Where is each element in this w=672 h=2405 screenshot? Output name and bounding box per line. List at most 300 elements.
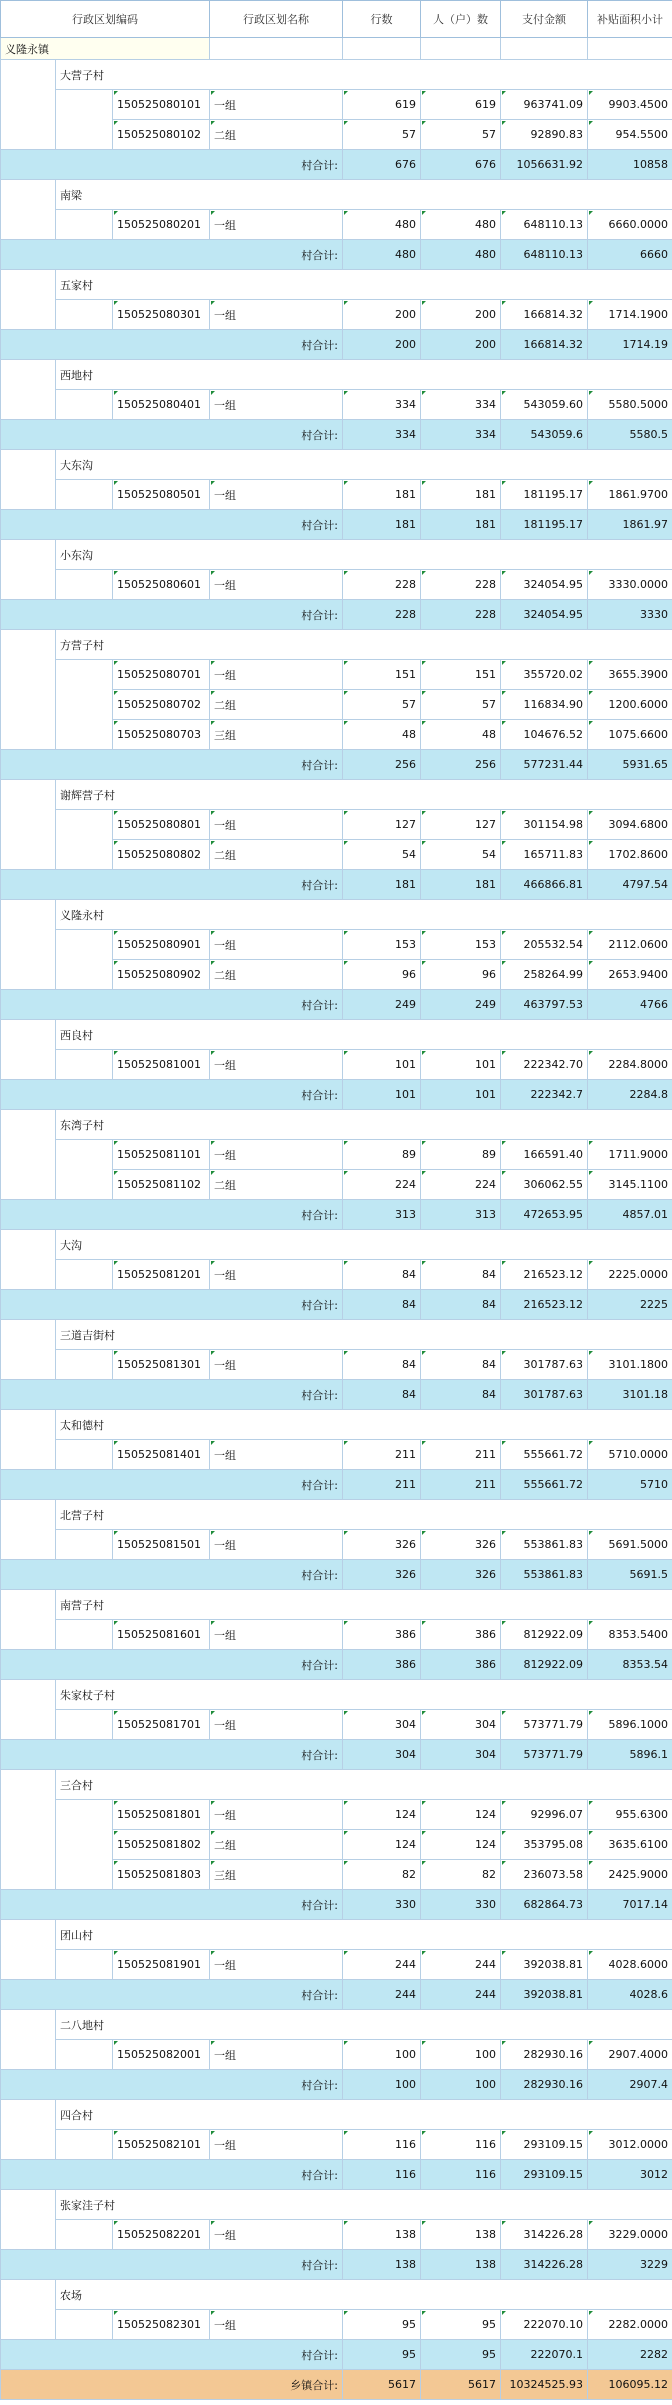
- header-rows: 行数: [343, 1, 421, 38]
- area-cell: 3635.6100: [588, 1830, 672, 1860]
- group-cell: 一组: [210, 2220, 343, 2250]
- subtotal-row: [1, 2070, 672, 2100]
- rows-cell: 127: [343, 810, 421, 840]
- group-cell: 一组: [210, 1710, 343, 1740]
- village-name: 北营子村: [56, 1500, 672, 1530]
- code-cell: 150525080901: [113, 930, 210, 960]
- area-cell: 3145.1100: [588, 1170, 672, 1200]
- subtotal-label: 村合计:: [1, 870, 343, 900]
- area-cell: 954.5500: [588, 120, 672, 150]
- people-cell: 334: [421, 390, 501, 420]
- group-cell: 一组: [210, 1440, 343, 1470]
- subtotal-people: 100: [421, 2070, 501, 2100]
- table-row: [1, 1440, 672, 1470]
- rows-cell: 96: [343, 960, 421, 990]
- grand-total-amount: 10324525.93: [501, 2370, 588, 2400]
- subtotal-label: 村合计:: [1, 1380, 343, 1410]
- group-cell: 三组: [210, 720, 343, 750]
- people-cell: 151: [421, 660, 501, 690]
- amount-cell: 222070.10: [501, 2310, 588, 2340]
- people-cell: 84: [421, 1260, 501, 1290]
- subtotal-label: 村合计:: [1, 240, 343, 270]
- amount-cell: 166591.40: [501, 1140, 588, 1170]
- area-cell: 9903.4500: [588, 90, 672, 120]
- village-name: 四合村: [56, 2100, 672, 2130]
- village-name: 谢辉营子村: [56, 780, 672, 810]
- code-cell: 150525081801: [113, 1800, 210, 1830]
- people-cell: 89: [421, 1140, 501, 1170]
- rows-cell: 619: [343, 90, 421, 120]
- subtotal-rows: 244: [343, 1980, 421, 2010]
- table-row: [1, 2130, 672, 2160]
- table-row: [1, 210, 672, 240]
- header-name: 行政区划名称: [210, 1, 343, 38]
- town-row: [1, 38, 672, 60]
- subtotal-amount: 314226.28: [501, 2250, 588, 2280]
- people-cell: 619: [421, 90, 501, 120]
- table-row: [1, 930, 672, 960]
- village-row: [1, 1020, 672, 1050]
- amount-cell: 293109.15: [501, 2130, 588, 2160]
- table-row: [1, 570, 672, 600]
- grand-total-row: [1, 2370, 672, 2400]
- table-row: [1, 480, 672, 510]
- code-cell: 150525080703: [113, 720, 210, 750]
- subtotal-area: 2282: [588, 2340, 672, 2370]
- code-cell: 150525081301: [113, 1350, 210, 1380]
- subtotal-label: 村合计:: [1, 1890, 343, 1920]
- code-cell: 150525082001: [113, 2040, 210, 2070]
- subtotal-row: [1, 2340, 672, 2370]
- rows-cell: 101: [343, 1050, 421, 1080]
- group-cell: 一组: [210, 1950, 343, 1980]
- subtotal-row: [1, 510, 672, 540]
- village-name: 张家洼子村: [56, 2190, 672, 2220]
- area-cell: 3012.0000: [588, 2130, 672, 2160]
- subtotal-rows: 228: [343, 600, 421, 630]
- group-cell: 二组: [210, 1170, 343, 1200]
- subtotal-people: 249: [421, 990, 501, 1020]
- rows-cell: 153: [343, 930, 421, 960]
- subtotal-rows: 181: [343, 870, 421, 900]
- group-cell: 一组: [210, 300, 343, 330]
- code-cell: 150525081803: [113, 1860, 210, 1890]
- amount-cell: 104676.52: [501, 720, 588, 750]
- subtotal-amount: 324054.95: [501, 600, 588, 630]
- subtotal-amount: 553861.83: [501, 1560, 588, 1590]
- subtotal-label: 村合计:: [1, 1560, 343, 1590]
- subtotal-label: 村合计:: [1, 990, 343, 1020]
- code-cell: 150525081102: [113, 1170, 210, 1200]
- rows-cell: 57: [343, 120, 421, 150]
- subtotal-rows: 326: [343, 1560, 421, 1590]
- rows-cell: 89: [343, 1140, 421, 1170]
- subtotal-rows: 249: [343, 990, 421, 1020]
- rows-cell: 57: [343, 690, 421, 720]
- village-name: 大营子村: [56, 60, 672, 90]
- village-name: 义隆永村: [56, 900, 672, 930]
- group-cell: 一组: [210, 480, 343, 510]
- grand-total-people: 5617: [421, 2370, 501, 2400]
- subtotal-row: [1, 990, 672, 1020]
- subtotal-amount: 222070.1: [501, 2340, 588, 2370]
- village-row: [1, 780, 672, 810]
- village-row: [1, 270, 672, 300]
- subtotal-row: [1, 1080, 672, 1110]
- header-amount: 支付金额: [501, 1, 588, 38]
- people-cell: 124: [421, 1830, 501, 1860]
- subtotal-row: [1, 2250, 672, 2280]
- area-cell: 2284.8000: [588, 1050, 672, 1080]
- subtotal-rows: 101: [343, 1080, 421, 1110]
- table-row: [1, 1350, 672, 1380]
- subtotal-rows: 95: [343, 2340, 421, 2370]
- subtotal-amount: 222342.7: [501, 1080, 588, 1110]
- code-cell: 150525080802: [113, 840, 210, 870]
- subtotal-area: 1861.97: [588, 510, 672, 540]
- amount-cell: 553861.83: [501, 1530, 588, 1560]
- area-cell: 955.6300: [588, 1800, 672, 1830]
- village-row: [1, 1230, 672, 1260]
- village-row: [1, 450, 672, 480]
- subtotal-area: 4766: [588, 990, 672, 1020]
- subtotal-label: 村合计:: [1, 2340, 343, 2370]
- amount-cell: 306062.55: [501, 1170, 588, 1200]
- subtotal-rows: 116: [343, 2160, 421, 2190]
- village-row: [1, 1590, 672, 1620]
- area-cell: 2653.9400: [588, 960, 672, 990]
- people-cell: 96: [421, 960, 501, 990]
- table-row: [1, 1800, 672, 1830]
- code-cell: 150525080601: [113, 570, 210, 600]
- village-row: [1, 1500, 672, 1530]
- group-cell: 三组: [210, 1860, 343, 1890]
- subtotal-label: 村合计:: [1, 150, 343, 180]
- code-cell: 150525081701: [113, 1710, 210, 1740]
- amount-cell: 392038.81: [501, 1950, 588, 1980]
- subtotal-rows: 676: [343, 150, 421, 180]
- group-cell: 一组: [210, 2040, 343, 2070]
- subtotal-area: 3229: [588, 2250, 672, 2280]
- subtotal-row: [1, 330, 672, 360]
- subtotal-rows: 256: [343, 750, 421, 780]
- group-cell: 一组: [210, 90, 343, 120]
- area-cell: 3330.0000: [588, 570, 672, 600]
- area-cell: 1075.6600: [588, 720, 672, 750]
- group-cell: 一组: [210, 2130, 343, 2160]
- table-row: [1, 1710, 672, 1740]
- area-cell: 5710.0000: [588, 1440, 672, 1470]
- amount-cell: 301154.98: [501, 810, 588, 840]
- village-name: 大东沟: [56, 450, 672, 480]
- code-cell: 150525081001: [113, 1050, 210, 1080]
- subtotal-amount: 293109.15: [501, 2160, 588, 2190]
- area-cell: 5580.5000: [588, 390, 672, 420]
- code-cell: 150525080801: [113, 810, 210, 840]
- village-name: 西良村: [56, 1020, 672, 1050]
- area-cell: 3229.0000: [588, 2220, 672, 2250]
- amount-cell: 181195.17: [501, 480, 588, 510]
- subtotal-area: 3012: [588, 2160, 672, 2190]
- rows-cell: 244: [343, 1950, 421, 1980]
- subtotal-row: [1, 1740, 672, 1770]
- area-cell: 5691.5000: [588, 1530, 672, 1560]
- village-row: [1, 540, 672, 570]
- amount-cell: 812922.09: [501, 1620, 588, 1650]
- village-row: [1, 180, 672, 210]
- people-cell: 95: [421, 2310, 501, 2340]
- people-cell: 116: [421, 2130, 501, 2160]
- people-cell: 54: [421, 840, 501, 870]
- amount-cell: 324054.95: [501, 570, 588, 600]
- subtotal-people: 84: [421, 1380, 501, 1410]
- rows-cell: 95: [343, 2310, 421, 2340]
- subtotal-row: [1, 1560, 672, 1590]
- rows-cell: 151: [343, 660, 421, 690]
- subtotal-row: [1, 1650, 672, 1680]
- table-row: [1, 2220, 672, 2250]
- area-cell: 1714.1900: [588, 300, 672, 330]
- subtotal-label: 村合计:: [1, 2250, 343, 2280]
- subtotal-area: 8353.54: [588, 1650, 672, 1680]
- people-cell: 480: [421, 210, 501, 240]
- subtotal-amount: 573771.79: [501, 1740, 588, 1770]
- people-cell: 127: [421, 810, 501, 840]
- amount-cell: 355720.02: [501, 660, 588, 690]
- rows-cell: 138: [343, 2220, 421, 2250]
- subtotal-people: 181: [421, 510, 501, 540]
- amount-cell: 353795.08: [501, 1830, 588, 1860]
- area-cell: 2907.4000: [588, 2040, 672, 2070]
- area-cell: 5896.1000: [588, 1710, 672, 1740]
- village-name: 农场: [56, 2280, 672, 2310]
- people-cell: 138: [421, 2220, 501, 2250]
- code-cell: 150525081901: [113, 1950, 210, 1980]
- amount-cell: 166814.32: [501, 300, 588, 330]
- code-cell: 150525080102: [113, 120, 210, 150]
- amount-cell: 282930.16: [501, 2040, 588, 2070]
- group-cell: 一组: [210, 1800, 343, 1830]
- code-cell: 150525080701: [113, 660, 210, 690]
- rows-cell: 228: [343, 570, 421, 600]
- table-row: [1, 660, 672, 690]
- grand-total-rows: 5617: [343, 2370, 421, 2400]
- amount-cell: 92996.07: [501, 1800, 588, 1830]
- subtotal-area: 5710: [588, 1470, 672, 1500]
- amount-cell: 222342.70: [501, 1050, 588, 1080]
- subtotal-label: 村合计:: [1, 2160, 343, 2190]
- people-cell: 57: [421, 690, 501, 720]
- people-cell: 200: [421, 300, 501, 330]
- code-cell: 150525082201: [113, 2220, 210, 2250]
- group-cell: 一组: [210, 390, 343, 420]
- subtotal-people: 676: [421, 150, 501, 180]
- subtotal-area: 5896.1: [588, 1740, 672, 1770]
- village-row: [1, 60, 672, 90]
- subtotal-people: 228: [421, 600, 501, 630]
- table-row: [1, 2040, 672, 2070]
- amount-cell: 92890.83: [501, 120, 588, 150]
- amount-cell: 573771.79: [501, 1710, 588, 1740]
- village-name: 小东沟: [56, 540, 672, 570]
- village-row: [1, 630, 672, 660]
- subtotal-row: [1, 2160, 672, 2190]
- subtotal-area: 4797.54: [588, 870, 672, 900]
- subtotal-label: 村合计:: [1, 1650, 343, 1680]
- subtotal-people: 334: [421, 420, 501, 450]
- people-cell: 304: [421, 1710, 501, 1740]
- subtotal-people: 326: [421, 1560, 501, 1590]
- subtotal-label: 村合计:: [1, 1980, 343, 2010]
- village-row: [1, 900, 672, 930]
- village-name: 三合村: [56, 1770, 672, 1800]
- subtotal-row: [1, 750, 672, 780]
- subtotal-area: 6660: [588, 240, 672, 270]
- area-cell: 3094.6800: [588, 810, 672, 840]
- subtotal-amount: 648110.13: [501, 240, 588, 270]
- area-cell: 2112.0600: [588, 930, 672, 960]
- subtotal-people: 181: [421, 870, 501, 900]
- subtotal-amount: 555661.72: [501, 1470, 588, 1500]
- code-cell: 150525081601: [113, 1620, 210, 1650]
- area-cell: 1200.6000: [588, 690, 672, 720]
- amount-cell: 963741.09: [501, 90, 588, 120]
- group-cell: 二组: [210, 960, 343, 990]
- amount-cell: 216523.12: [501, 1260, 588, 1290]
- code-cell: 150525082301: [113, 2310, 210, 2340]
- rows-cell: 211: [343, 1440, 421, 1470]
- village-row: [1, 2280, 672, 2310]
- subtotal-area: 3330: [588, 600, 672, 630]
- village-name: 大沟: [56, 1230, 672, 1260]
- amount-cell: 236073.58: [501, 1860, 588, 1890]
- code-cell: 150525080301: [113, 300, 210, 330]
- people-cell: 82: [421, 1860, 501, 1890]
- subtotal-people: 480: [421, 240, 501, 270]
- village-row: [1, 360, 672, 390]
- subtotal-people: 330: [421, 1890, 501, 1920]
- village-name: 南营子村: [56, 1590, 672, 1620]
- subtotal-people: 101: [421, 1080, 501, 1110]
- amount-cell: 648110.13: [501, 210, 588, 240]
- code-cell: 150525081201: [113, 1260, 210, 1290]
- subtotal-area: 4857.01: [588, 1200, 672, 1230]
- subtotal-amount: 812922.09: [501, 1650, 588, 1680]
- group-cell: 一组: [210, 1260, 343, 1290]
- subtotal-rows: 84: [343, 1380, 421, 1410]
- area-cell: 4028.6000: [588, 1950, 672, 1980]
- subtotal-rows: 84: [343, 1290, 421, 1320]
- table-row: [1, 1140, 672, 1170]
- area-cell: 1711.9000: [588, 1140, 672, 1170]
- subtotal-label: 村合计:: [1, 750, 343, 780]
- subtotal-label: 村合计:: [1, 1740, 343, 1770]
- table-row: [1, 1620, 672, 1650]
- rows-cell: 82: [343, 1860, 421, 1890]
- header-people: 人（户）数: [421, 1, 501, 38]
- rows-cell: 200: [343, 300, 421, 330]
- subtotal-area: 5580.5: [588, 420, 672, 450]
- subtotal-rows: 211: [343, 1470, 421, 1500]
- table-row: [1, 90, 672, 120]
- rows-cell: 116: [343, 2130, 421, 2160]
- subtotal-people: 386: [421, 1650, 501, 1680]
- area-cell: 3101.1800: [588, 1350, 672, 1380]
- village-name: 五家村: [56, 270, 672, 300]
- subtotal-amount: 466866.81: [501, 870, 588, 900]
- subtotal-row: [1, 1380, 672, 1410]
- amount-cell: 165711.83: [501, 840, 588, 870]
- subtotal-people: 313: [421, 1200, 501, 1230]
- code-cell: 150525080201: [113, 210, 210, 240]
- village-row: [1, 2100, 672, 2130]
- subtotal-people: 138: [421, 2250, 501, 2280]
- subtotal-row: [1, 1200, 672, 1230]
- subtotal-area: 4028.6: [588, 1980, 672, 2010]
- subtotal-area: 7017.14: [588, 1890, 672, 1920]
- rows-cell: 124: [343, 1800, 421, 1830]
- group-cell: 一组: [210, 2310, 343, 2340]
- table-row: [1, 390, 672, 420]
- table-row: [1, 1950, 672, 1980]
- people-cell: 100: [421, 2040, 501, 2070]
- group-cell: 一组: [210, 930, 343, 960]
- people-cell: 244: [421, 1950, 501, 1980]
- group-cell: 一组: [210, 210, 343, 240]
- town-name: 义隆永镇: [1, 38, 210, 60]
- code-cell: 150525081501: [113, 1530, 210, 1560]
- rows-cell: 334: [343, 390, 421, 420]
- amount-cell: 258264.99: [501, 960, 588, 990]
- group-cell: 一组: [210, 1050, 343, 1080]
- rows-cell: 124: [343, 1830, 421, 1860]
- subtotal-label: 村合计:: [1, 1290, 343, 1320]
- subtotal-people: 116: [421, 2160, 501, 2190]
- rows-cell: 480: [343, 210, 421, 240]
- table-row: [1, 300, 672, 330]
- village-row: [1, 1410, 672, 1440]
- subtotal-label: 村合计:: [1, 1470, 343, 1500]
- subtotal-amount: 301787.63: [501, 1380, 588, 1410]
- code-cell: 150525080101: [113, 90, 210, 120]
- village-row: [1, 1680, 672, 1710]
- subtotal-amount: 472653.95: [501, 1200, 588, 1230]
- people-cell: 124: [421, 1800, 501, 1830]
- group-cell: 一组: [210, 810, 343, 840]
- subtotal-rows: 334: [343, 420, 421, 450]
- group-cell: 二组: [210, 840, 343, 870]
- area-cell: 3655.3900: [588, 660, 672, 690]
- village-name: 二八地村: [56, 2010, 672, 2040]
- code-cell: 150525080501: [113, 480, 210, 510]
- group-cell: 二组: [210, 1830, 343, 1860]
- village-name: 太和德村: [56, 1410, 672, 1440]
- subtotal-amount: 577231.44: [501, 750, 588, 780]
- subtotal-rows: 138: [343, 2250, 421, 2280]
- village-row: [1, 1920, 672, 1950]
- people-cell: 386: [421, 1620, 501, 1650]
- grand-total-area: 106095.12: [588, 2370, 672, 2400]
- people-cell: 326: [421, 1530, 501, 1560]
- amount-cell: 205532.54: [501, 930, 588, 960]
- subtotal-label: 村合计:: [1, 1080, 343, 1110]
- rows-cell: 100: [343, 2040, 421, 2070]
- subtotal-row: [1, 1470, 672, 1500]
- village-name: 三道吉街村: [56, 1320, 672, 1350]
- amount-cell: 314226.28: [501, 2220, 588, 2250]
- area-cell: 1861.9700: [588, 480, 672, 510]
- village-row: [1, 1110, 672, 1140]
